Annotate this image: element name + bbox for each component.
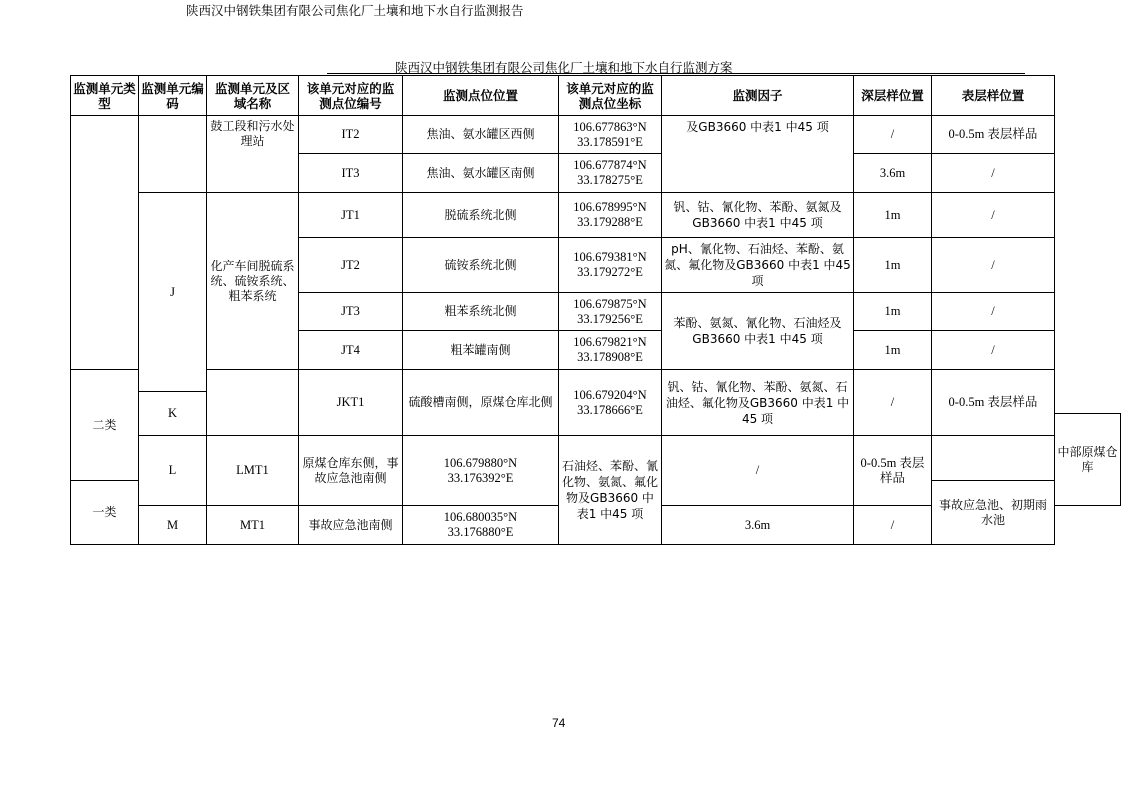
deep-sample-cell: / [854,370,932,436]
col-header-unit-type: 监测单元类型 [71,76,139,116]
unit-type-cell-first: 一类 [71,481,139,545]
factor-cell-jkt1: 钒、钴、氰化物、苯酚、氨氮、石油烃、氟化物及GB3660 中表1 中45 项 [662,370,854,436]
point-id-cell: MT1 [207,506,299,545]
deep-sample-cell: 3.6m [854,154,932,193]
factor-cell-i: 及GB3660 中表1 中45 项 [662,116,854,193]
col-header-unit-code: 监测单元编码 [139,76,207,116]
unit-code-cell-l: L [139,436,207,506]
point-location-cell: 原煤仓库东侧，事故应急池南侧 [299,436,403,506]
coordinate-cell: 106.679381°N 33.179272°E [559,238,662,293]
page-header: 陕西汉中钢铁集团有限公司焦化厂土壤和地下水自行监测报告 [186,3,524,18]
table-row [71,116,1121,154]
point-location-cell: 硫酸槽南侧，原煤仓库北侧 [403,370,559,436]
unit-type-cell-second: 二类 [71,370,139,481]
point-location-cell: 硫铵系统北侧 [403,238,559,293]
col-header-monitoring-factors: 监测因子 [662,76,854,116]
unit-code-cell-j: J [139,193,207,392]
point-location-cell: 粗苯系统北侧 [403,293,559,331]
point-location-cell: 事故应急池南侧 [299,506,403,545]
factor-cell-jt2: pH、氰化物、石油烃、苯酚、氨氮、氟化物及GB3660 中表1 中45 项 [662,238,854,293]
surface-sample-cell: 0-0.5m 表层样品 [854,436,932,506]
col-header-point-coordinates: 该单元对应的监测点位坐标 [559,76,662,116]
monitoring-plan-table [70,75,1121,545]
coordinate-cell: 106.679821°N 33.178908°E [559,331,662,370]
point-location-cell: 脱硫系统北侧 [403,193,559,238]
unit-area-cell-m: 事故应急池、初期雨水池 [932,481,1055,545]
deep-sample-cell: 1m [854,238,932,293]
coordinate-cell: 106.677874°N 33.178275°E [559,154,662,193]
point-id-cell: JT2 [299,238,403,293]
title-rule [327,73,1025,74]
header-row [71,76,1121,116]
factor-cell-jt1: 钒、钴、氰化物、苯酚、氨氮及GB3660 中表1 中45 项 [662,193,854,238]
surface-sample-cell: / [854,506,932,545]
point-id-cell: JT3 [299,293,403,331]
table-row [71,370,1121,392]
table-row [71,193,1121,238]
deep-sample-cell: / [662,436,854,506]
deep-sample-cell: / [854,116,932,154]
surface-sample-cell: 0-0.5m 表层样品 [932,370,1055,436]
point-location-cell: 粗苯罐南侧 [403,331,559,370]
coordinate-cell: 106.679875°N 33.179256°E [559,293,662,331]
unit-area-cell-i: 鼓工段和污水处理站 [207,116,299,193]
point-location-cell: 焦油、氨水罐区西侧 [403,116,559,154]
table-row [71,436,1121,481]
coordinate-cell: 106.678995°N 33.179288°E [559,193,662,238]
unit-code-cell-m: M [139,506,207,545]
col-header-point-location: 监测点位位置 [403,76,559,116]
surface-sample-cell: / [932,238,1055,293]
deep-sample-cell: 1m [854,293,932,331]
surface-sample-cell: / [932,331,1055,370]
point-id-cell: JT4 [299,331,403,370]
factor-cell-jt3-jt4: 苯酚、氨氮、氰化物、石油烃及GB3660 中表1 中45 项 [662,293,854,370]
surface-sample-cell: / [932,193,1055,238]
col-header-point-id: 该单元对应的监测点位编号 [299,76,403,116]
factor-cell-lmt1-mt1: 石油烃、苯酚、氰化物、氨氮、氟化物及GB3660 中表1 中45 项 [559,436,662,545]
unit-code-cell-i [139,116,207,193]
coordinate-cell: 106.680035°N 33.176880°E [403,506,559,545]
coordinate-cell: 106.677863°N 33.178591°E [559,116,662,154]
col-header-surface-sample: 表层样位置 [932,76,1055,116]
surface-sample-cell: 0-0.5m 表层样品 [932,116,1055,154]
unit-area-cell-k: 中部原煤仓库 [1055,414,1121,506]
deep-sample-cell: 1m [854,331,932,370]
surface-sample-cell: / [932,293,1055,331]
unit-code-cell-k: K [139,392,207,436]
coordinate-cell: 106.679880°N 33.176392°E [403,436,559,506]
point-id-cell: IT3 [299,154,403,193]
surface-sample-cell: / [932,154,1055,193]
unit-area-cell-j-extension [207,370,299,436]
page-number: 74 [552,716,566,730]
point-id-cell: IT2 [299,116,403,154]
coordinate-cell: 106.679204°N 33.178666°E [559,370,662,436]
deep-sample-cell: 1m [854,193,932,238]
col-header-deep-sample: 深层样位置 [854,76,932,116]
point-id-cell: JKT1 [299,370,403,436]
unit-type-cell-upper [71,116,139,370]
deep-sample-cell: 3.6m [662,506,854,545]
point-location-cell: 焦油、氨水罐区南侧 [403,154,559,193]
col-header-unit-area: 监测单元及区域名称 [207,76,299,116]
table-title: 陕西汉中钢铁集团有限公司焦化厂土壤和地下水自行监测方案 [395,60,733,75]
point-id-cell: JT1 [299,193,403,238]
point-id-cell: LMT1 [207,436,299,506]
unit-area-cell-j: 化产车间脱硫系统、硫铵系统、粗苯系统 [207,193,299,370]
